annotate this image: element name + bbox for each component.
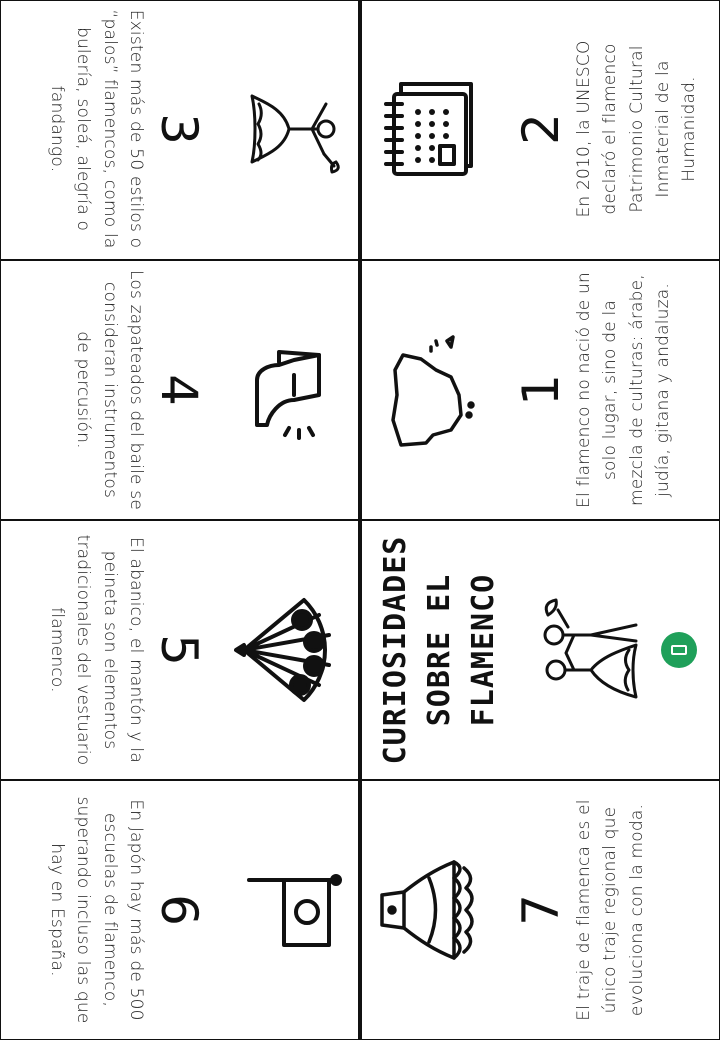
card-text: El abanico, el mantón y la peineta son elementos tradicionales del vestuario flamenco. xyxy=(46,534,146,766)
card-1 xyxy=(362,261,720,519)
flamenco-dress-icon xyxy=(374,850,484,970)
card-3 xyxy=(0,0,358,259)
card-text: El traje de flamenca es el único traje regional que evoluciona con la moda. xyxy=(574,799,647,1021)
card-text: En Japón hay más de 500 escuelas de flamenco, superando incluso las que hay en España. xyxy=(46,796,146,1024)
spain-map-icon xyxy=(381,325,476,455)
card-number: 5 xyxy=(150,634,208,666)
card-2 xyxy=(362,0,720,259)
hand-fan-icon xyxy=(234,590,344,710)
card-number: 3 xyxy=(150,113,208,145)
card-text: En 2010, la UNESCO declaró el flamenco Patrimonio Cultural Inmaterial de la Humanidad. xyxy=(574,40,700,218)
card-text: Existen más de 50 estilos o “palos” flamencos, como la bulería, soleá, alegría o fandango. xyxy=(46,9,146,249)
card-7 xyxy=(362,781,720,1039)
calendar-icon xyxy=(376,74,476,184)
card-text: Los zapateados del baile se consideran instrumentos de percusión. xyxy=(73,270,146,510)
flamenco-dancer-icon xyxy=(244,84,344,174)
flamenco-shoe-icon xyxy=(244,340,339,440)
card-6 xyxy=(0,781,358,1039)
title-card xyxy=(362,521,720,779)
logo-badge xyxy=(661,632,697,668)
card-number: 4 xyxy=(150,374,208,406)
card-number: 2 xyxy=(512,113,570,145)
card-number: 6 xyxy=(150,894,208,926)
logo-mark-icon xyxy=(671,645,687,655)
japan-flag-icon xyxy=(244,860,344,960)
flamenco-couple-icon xyxy=(536,585,646,715)
card-number: 1 xyxy=(512,374,570,406)
title-line-2: SOBRE EL xyxy=(422,573,457,727)
title-line-3: FLAMENCO xyxy=(466,573,501,727)
title-line-1: CURIOSIDADES xyxy=(378,535,413,765)
card-number: 7 xyxy=(512,894,570,926)
card-text: El flamenco no nació de un solo lugar, sino de la mezcla de culturas: árabe, judía, gitana y andaluza. xyxy=(574,272,674,508)
card-4 xyxy=(0,261,358,519)
card-5 xyxy=(0,521,358,779)
